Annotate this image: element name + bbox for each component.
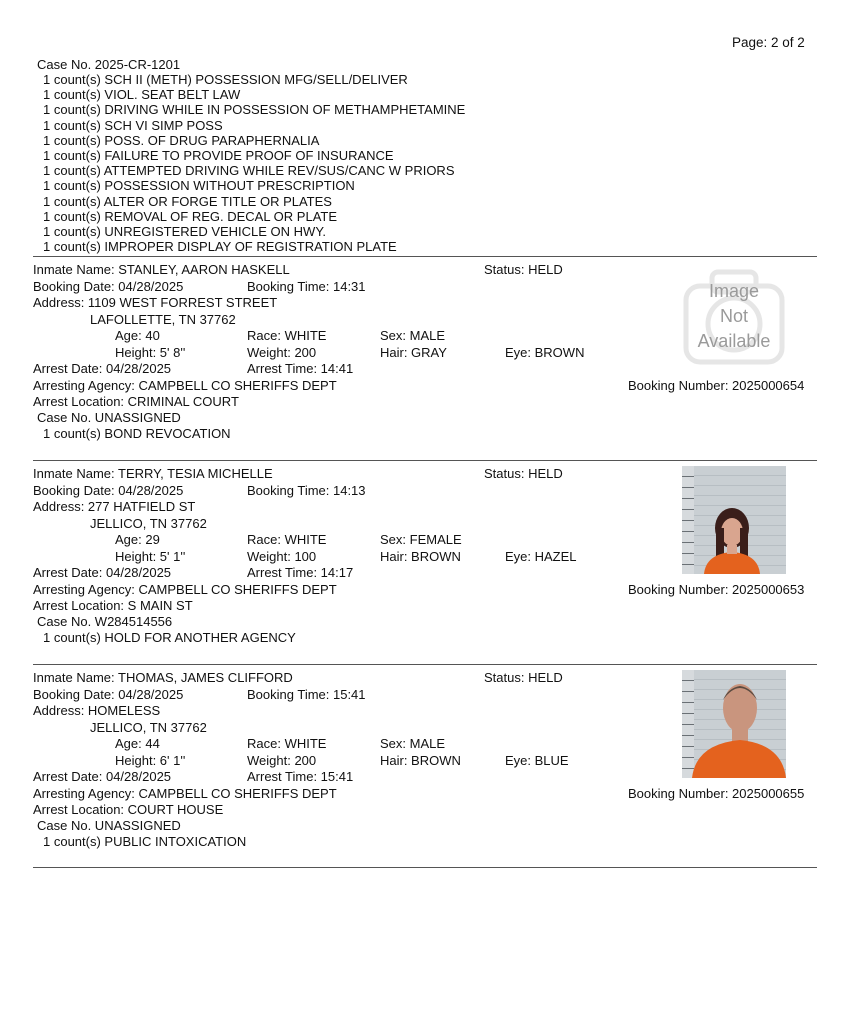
charge-line: 1 count(s) UNREGISTERED VEHICLE ON HWY. [43,223,326,239]
age: Age: 29 [115,532,160,547]
charge-list [43,72,465,254]
age: Age: 40 [115,328,160,343]
charge-line: 1 count(s) VIOL. SEAT BELT LAW [43,87,241,103]
arrest-date: Arrest Date: 04/28/2025 [33,769,172,784]
arrest-location: Arrest Location: S MAIN ST [33,598,193,613]
record-divider [33,256,817,257]
charge-line: 1 count(s) FAILURE TO PROVIDE PROOF OF INSURANCE [43,147,394,163]
charge-line: 1 count(s) ALTER OR FORGE TITLE OR PLATES [43,193,332,209]
race: Race: WHITE [247,532,327,547]
status-label: Status: HELD [484,262,563,277]
hair: Hair: BROWN [380,752,461,768]
booking-time: Booking Time: 15:41 [247,686,366,702]
record-divider [33,867,817,868]
inmate-name: Inmate Name: THOMAS, JAMES CLIFFORD [33,670,293,685]
booking-time: Booking Time: 14:31 [247,278,366,294]
booking-date: Booking Date: 04/28/2025 [33,278,184,294]
arrest-location: Arrest Location: COURT HOUSE [33,802,224,817]
inmate-name: Inmate Name: TERRY, TESIA MICHELLE [33,466,273,481]
sex: Sex: FEMALE [380,532,462,547]
charge-line: 1 count(s) SCH VI SIMP POSS [43,117,223,133]
address-line-1: Address: 1109 WEST FORREST STREET [33,295,278,310]
placeholder-text-line: Not [719,306,748,326]
charge-line: 1 count(s) SCH II (METH) POSSESSION MFG/SELL/DELIVER [43,72,408,87]
placeholder-text-line: Available [697,331,771,351]
inmate-record [0,466,849,666]
address-line-2: JELLICO, TN 37762 [90,719,207,735]
height: Height: 6' 1'' [115,752,186,768]
charge-line: 1 count(s) ATTEMPTED DRIVING WHILE REV/SUS/CANC W PRIORS [43,163,455,179]
height: Height: 5' 1'' [115,548,186,564]
weight: Weight: 100 [247,548,317,564]
status-label: Status: HELD [484,466,563,481]
case-number: Case No. UNASSIGNED [37,818,181,833]
weight: Weight: 200 [247,344,317,360]
mugshot-photo [682,670,786,778]
inmate-record [0,262,849,462]
booking-number: Booking Number: 2025000654 [628,377,805,393]
image-not-available-placeholder [682,264,786,372]
arrest-time: Arrest Time: 14:17 [247,565,354,580]
placeholder-text-line: Image [708,281,760,301]
placeholder-text [682,279,786,354]
charge-line: 1 count(s) IMPROPER DISPLAY OF REGISTRATION PLATE [43,239,397,255]
address-line-2: JELLICO, TN 37762 [90,515,207,531]
charge-line: 1 count(s) REMOVAL OF REG. DECAL OR PLATE [43,208,338,224]
arresting-agency: Arresting Agency: CAMPBELL CO SHERIFFS DEPT [33,377,337,393]
booking-number: Booking Number: 2025000653 [628,581,805,597]
mugshot-photo [682,466,786,574]
person-silhouette [682,670,786,778]
arresting-agency: Arresting Agency: CAMPBELL CO SHERIFFS DEPT [33,785,337,801]
inmate-name: Inmate Name: STANLEY, AARON HASKELL [33,262,290,277]
arrest-date: Arrest Date: 04/28/2025 [33,361,172,376]
person-silhouette [682,466,786,574]
charge-line: 1 count(s) POSSESSION WITHOUT PRESCRIPTION [43,178,355,194]
case-number: Case No. 2025-CR-1201 [37,57,181,72]
hair: Hair: GRAY [380,344,447,360]
status-label: Status: HELD [484,670,563,685]
eye: Eye: BROWN [505,344,585,360]
charge-line: 1 count(s) PUBLIC INTOXICATION [43,834,247,849]
age: Age: 44 [115,736,160,751]
record-divider [33,664,817,665]
charge-line: 1 count(s) BOND REVOCATION [43,426,231,441]
height: Height: 5' 8'' [115,344,186,360]
charge-line: 1 count(s) DRIVING WHILE IN POSSESSION OF METHAMPHETAMINE [43,102,466,118]
booking-number: Booking Number: 2025000655 [628,785,805,801]
charge-line: 1 count(s) POSS. OF DRUG PARAPHERNALIA [43,132,320,148]
record-divider [33,460,817,461]
charge-line: 1 count(s) HOLD FOR ANOTHER AGENCY [43,630,296,645]
case-number: Case No. UNASSIGNED [37,410,181,425]
arrest-date: Arrest Date: 04/28/2025 [33,565,172,580]
arrest-time: Arrest Time: 15:41 [247,769,354,784]
race: Race: WHITE [247,736,327,751]
weight: Weight: 200 [247,752,317,768]
sex: Sex: MALE [380,328,446,343]
page-number: Page: 2 of 2 [732,35,805,50]
address-line-2: LAFOLLETTE, TN 37762 [90,311,236,327]
address-line-1: Address: HOMELESS [33,703,161,718]
sex: Sex: MALE [380,736,446,751]
case-number: Case No. W284514556 [37,614,173,629]
booking-date: Booking Date: 04/28/2025 [33,482,184,498]
race: Race: WHITE [247,328,327,343]
address-line-1: Address: 277 HATFIELD ST [33,499,196,514]
arrest-time: Arrest Time: 14:41 [247,361,354,376]
eye: Eye: HAZEL [505,548,577,564]
inmate-record [0,670,849,870]
arresting-agency: Arresting Agency: CAMPBELL CO SHERIFFS DEPT [33,581,337,597]
booking-time: Booking Time: 14:13 [247,482,366,498]
booking-date: Booking Date: 04/28/2025 [33,686,184,702]
arrest-location: Arrest Location: CRIMINAL COURT [33,394,239,409]
hair: Hair: BROWN [380,548,461,564]
eye: Eye: BLUE [505,752,569,768]
